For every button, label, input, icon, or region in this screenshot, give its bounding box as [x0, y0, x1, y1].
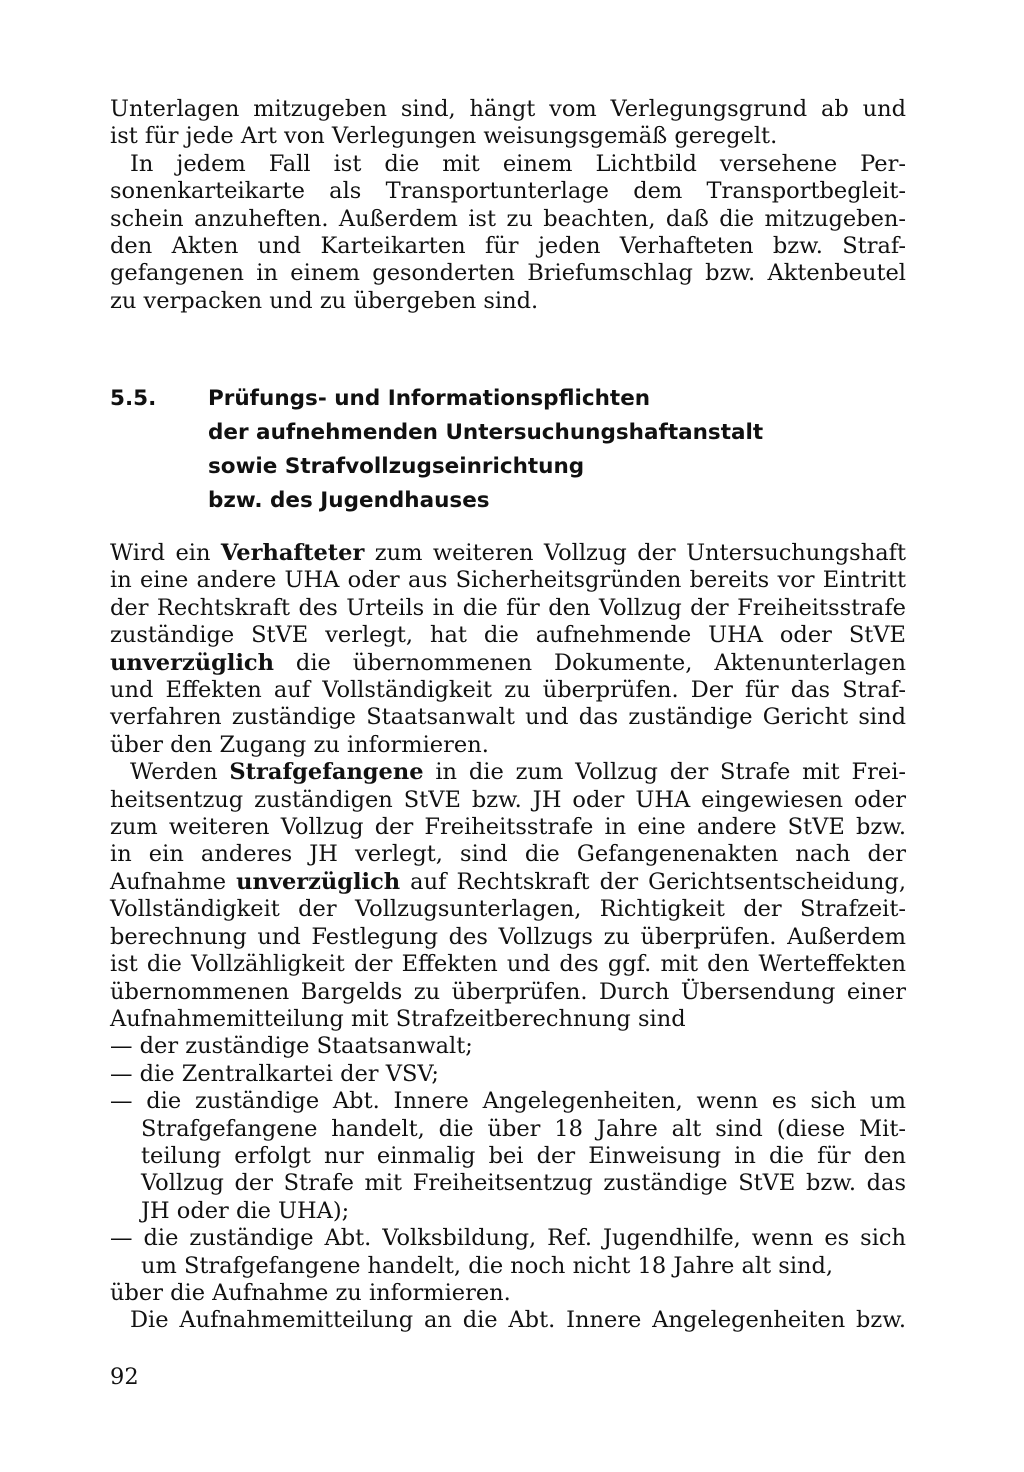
text-line: ist die Vollzähligkeit der Effekten und des ggf. mit den Werteffekten: [110, 951, 906, 978]
paragraph-strafgefangene: [110, 759, 906, 1033]
section-title-line: der aufnehmenden Untersuchungshaftanstalt: [208, 420, 764, 445]
closing-paragraph: [110, 1280, 906, 1335]
section-number: 5.5.: [110, 386, 157, 411]
list-item-line: Strafgefangene handelt, die über 18 Jahre alt sind (diese Mit-: [141, 1115, 906, 1142]
list-item: — die Zentralkartei der VSV;: [110, 1060, 439, 1087]
text-line: gefangenen in einem gesonderten Briefumschlag bzw. Aktenbeutel: [110, 260, 906, 287]
bold-term: unverzüglich: [236, 868, 401, 895]
document-page: [110, 96, 906, 1334]
section-body: [110, 540, 906, 1335]
section-title-line: sowie Strafvollzugseinrichtung: [208, 454, 585, 479]
intro-paragraph: [110, 96, 906, 315]
text-line: verfahren zuständige Staatsanwalt und das zuständige Gericht sind: [110, 704, 906, 731]
text-line: Aufnahme unverzüglich auf Rechtskraft der Gerichtsentscheidung,: [110, 868, 906, 895]
text-line: Die Aufnahmemitteilung an die Abt. Innere Angelegenheiten bzw.: [130, 1307, 906, 1334]
paragraph-verhafteter: [110, 540, 906, 759]
text-line: in eine andere UHA oder aus Sicherheitsgründen bereits vor Eintritt: [110, 567, 906, 594]
list-item-line: teilung erfolgt nur einmalig bei der Einweisung in die für den: [141, 1142, 906, 1169]
page-number: 92: [110, 1364, 139, 1390]
text-line: den Akten und Karteikarten für jeden Verhafteten bzw. Straf-: [110, 233, 906, 260]
text-line: zu verpacken und zu übergeben sind.: [110, 287, 539, 314]
section-title-line: Prüfungs- und Informationspflichten: [208, 386, 651, 411]
text-line: schein anzuheften. Außerdem ist zu beachten, daß die mitzugeben-: [110, 205, 906, 232]
text-line: Unterlagen mitzugeben sind, hängt vom Verlegungsgrund ab und: [110, 96, 906, 122]
text-line: Vollständigkeit der Vollzugsunterlagen, Richtigkeit der Strafzeit-: [110, 896, 906, 923]
list-item: — der zuständige Staatsanwalt;: [110, 1033, 473, 1060]
text-line: übernommenen Bargelds zu überprüfen. Durch Übersendung einer: [110, 978, 906, 1005]
text-line: und Effekten auf Vollständigkeit zu überprüfen. Der für das Straf-: [110, 677, 906, 704]
bold-term: Strafgefangene: [229, 759, 424, 786]
list-item-line: um Strafgefangene handelt, die noch nicht 18 Jahre alt sind,: [141, 1252, 834, 1279]
list-item-line: — die zuständige Abt. Volksbildung, Ref. Jugendhilfe, wenn es sich: [110, 1225, 906, 1252]
text-line: Aufnahmemitteilung mit Strafzeitberechnung sind: [110, 1005, 686, 1032]
bold-term: Verhafteter: [220, 540, 365, 566]
text-line: in ein anderes JH verlegt, sind die Gefangenenakten nach der: [110, 841, 906, 868]
list-item-line: — die zuständige Abt. Innere Angelegenheiten, wenn es sich um: [110, 1088, 906, 1115]
recipient-list: [110, 1033, 906, 1280]
text-line: der Rechtskraft des Urteils in die für den Vollzug der Freiheitsstrafe: [110, 594, 906, 621]
bold-term: unverzüglich: [110, 649, 274, 676]
text-line: über den Zugang zu informieren.: [110, 731, 489, 758]
text-line: unverzüglich die übernommenen Dokumente, Aktenunterlagen: [110, 649, 906, 676]
list-item-line: Vollzug der Strafe mit Freiheitsentzug zuständige StVE bzw. das: [141, 1170, 906, 1197]
text-line: sonenkarteikarte als Transportunterlage dem Transportbegleit-: [110, 178, 906, 205]
section-title-line: bzw. des Jugendhauses: [208, 488, 490, 513]
text-line: zuständige StVE verlegt, hat die aufnehmende UHA oder StVE: [110, 622, 906, 649]
text-line: zum weiteren Vollzug der Freiheitsstrafe in eine andere StVE bzw.: [110, 814, 906, 841]
text-line: Werden Strafgefangene in die zum Vollzug der Strafe mit Frei-: [130, 759, 906, 786]
text-line: In jedem Fall ist die mit einem Lichtbild versehene Per-: [130, 150, 906, 177]
text-line: heitsentzug zuständigen StVE bzw. JH oder UHA eingewiesen oder: [110, 786, 906, 813]
text-line: über die Aufnahme zu informieren.: [110, 1279, 511, 1306]
text-line: Wird ein Verhafteter zum weiteren Vollzug der Untersuchungshaft: [110, 540, 906, 566]
section-title: [208, 382, 763, 518]
list-item-line: JH oder die UHA);: [141, 1197, 350, 1224]
list-item: [110, 1225, 906, 1280]
list-item: [110, 1088, 906, 1225]
text-line: ist für jede Art von Verlegungen weisungsgemäß geregelt.: [110, 123, 778, 150]
text-line: berechnung und Festlegung des Vollzugs zu überprüfen. Außerdem: [110, 923, 906, 950]
